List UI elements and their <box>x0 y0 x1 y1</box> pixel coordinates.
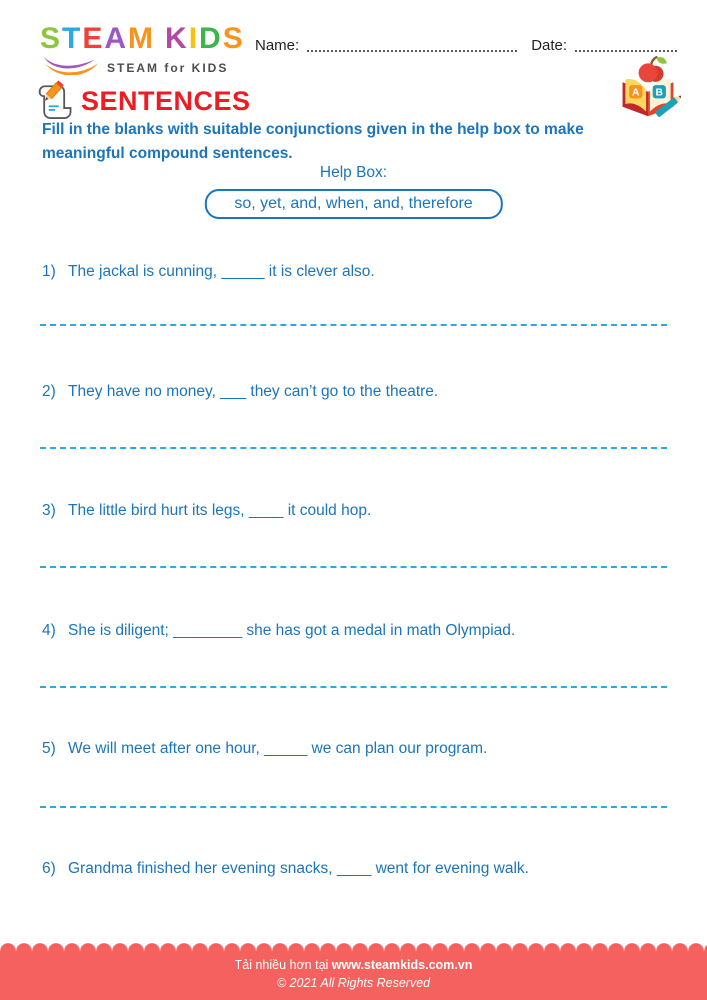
footer-url[interactable]: www.steamkids.com.vn <box>331 958 473 972</box>
question-row <box>42 500 669 522</box>
question-number: 3) <box>42 502 56 519</box>
question-number: 6) <box>42 860 56 877</box>
page-title: SENTENCES <box>81 86 251 116</box>
logo-wordmark <box>40 24 245 54</box>
question-text: We will meet after one hour, _____ we can plan our program. <box>68 740 488 757</box>
logo-letter: A <box>104 22 129 55</box>
help-box-label: Help Box: <box>319 164 388 181</box>
logo-letter: S <box>40 22 63 55</box>
help-box <box>204 189 502 219</box>
question-row <box>42 261 669 283</box>
steam-kids-logo <box>40 24 245 80</box>
help-box-content: so, yet, and, when, and, therefore <box>234 195 473 212</box>
question-text: She is diligent; ________ she has got a medal in math Olympiad. <box>68 622 516 639</box>
question-number: 5) <box>42 740 56 757</box>
question-text: The jackal is cunning, _____ it is clever also. <box>68 263 375 280</box>
logo-tagline: STEAM for KIDS <box>107 60 229 75</box>
question-row <box>42 858 669 880</box>
footer-scallop-edge <box>0 937 707 951</box>
question-number: 2) <box>42 383 56 400</box>
logo-letter: D <box>199 22 223 55</box>
logo-letter: I <box>188 22 200 55</box>
name-label: Name: <box>255 37 300 54</box>
logo-letter: S <box>222 22 245 55</box>
logo-letter: T <box>62 22 83 55</box>
footer-copyright: © 2021 All Rights Reserved <box>276 976 431 990</box>
date-fill-line <box>575 36 677 52</box>
logo-letter: K <box>165 22 189 55</box>
logo-letter: E <box>82 22 105 55</box>
svg-text:B: B <box>655 87 664 99</box>
answer-line <box>40 324 667 326</box>
instruction-text: Fill in the blanks with suitable conjunctions given in the help box to make meaningful compound sentences. <box>42 121 584 163</box>
ab-book-icon <box>615 54 681 120</box>
question-text: Grandma finished her evening snacks, ____ went for evening walk. <box>68 860 529 877</box>
answer-line <box>40 806 667 808</box>
answer-line <box>40 686 667 688</box>
question-row <box>42 620 669 642</box>
answer-line <box>40 566 667 568</box>
svg-text:A: A <box>632 87 640 99</box>
footer <box>0 951 707 1000</box>
question-number: 4) <box>42 622 56 639</box>
name-date-row <box>255 36 691 54</box>
swoosh-icon <box>40 55 102 80</box>
question-number: 1) <box>42 263 56 280</box>
answer-line <box>40 447 667 449</box>
name-fill-line <box>307 36 517 52</box>
question-text: They have no money, ___ they can’t go to the theatre. <box>68 383 439 400</box>
date-label: Date: <box>531 37 568 54</box>
question-row <box>42 381 669 403</box>
footer-download-text <box>0 958 707 972</box>
question-text: The little bird hurt its legs, ____ it could hop. <box>68 502 372 519</box>
logo-letter: M <box>128 22 156 55</box>
footer-download-prefix: Tải nhiều hơn tại <box>234 958 332 972</box>
question-row <box>42 738 669 760</box>
